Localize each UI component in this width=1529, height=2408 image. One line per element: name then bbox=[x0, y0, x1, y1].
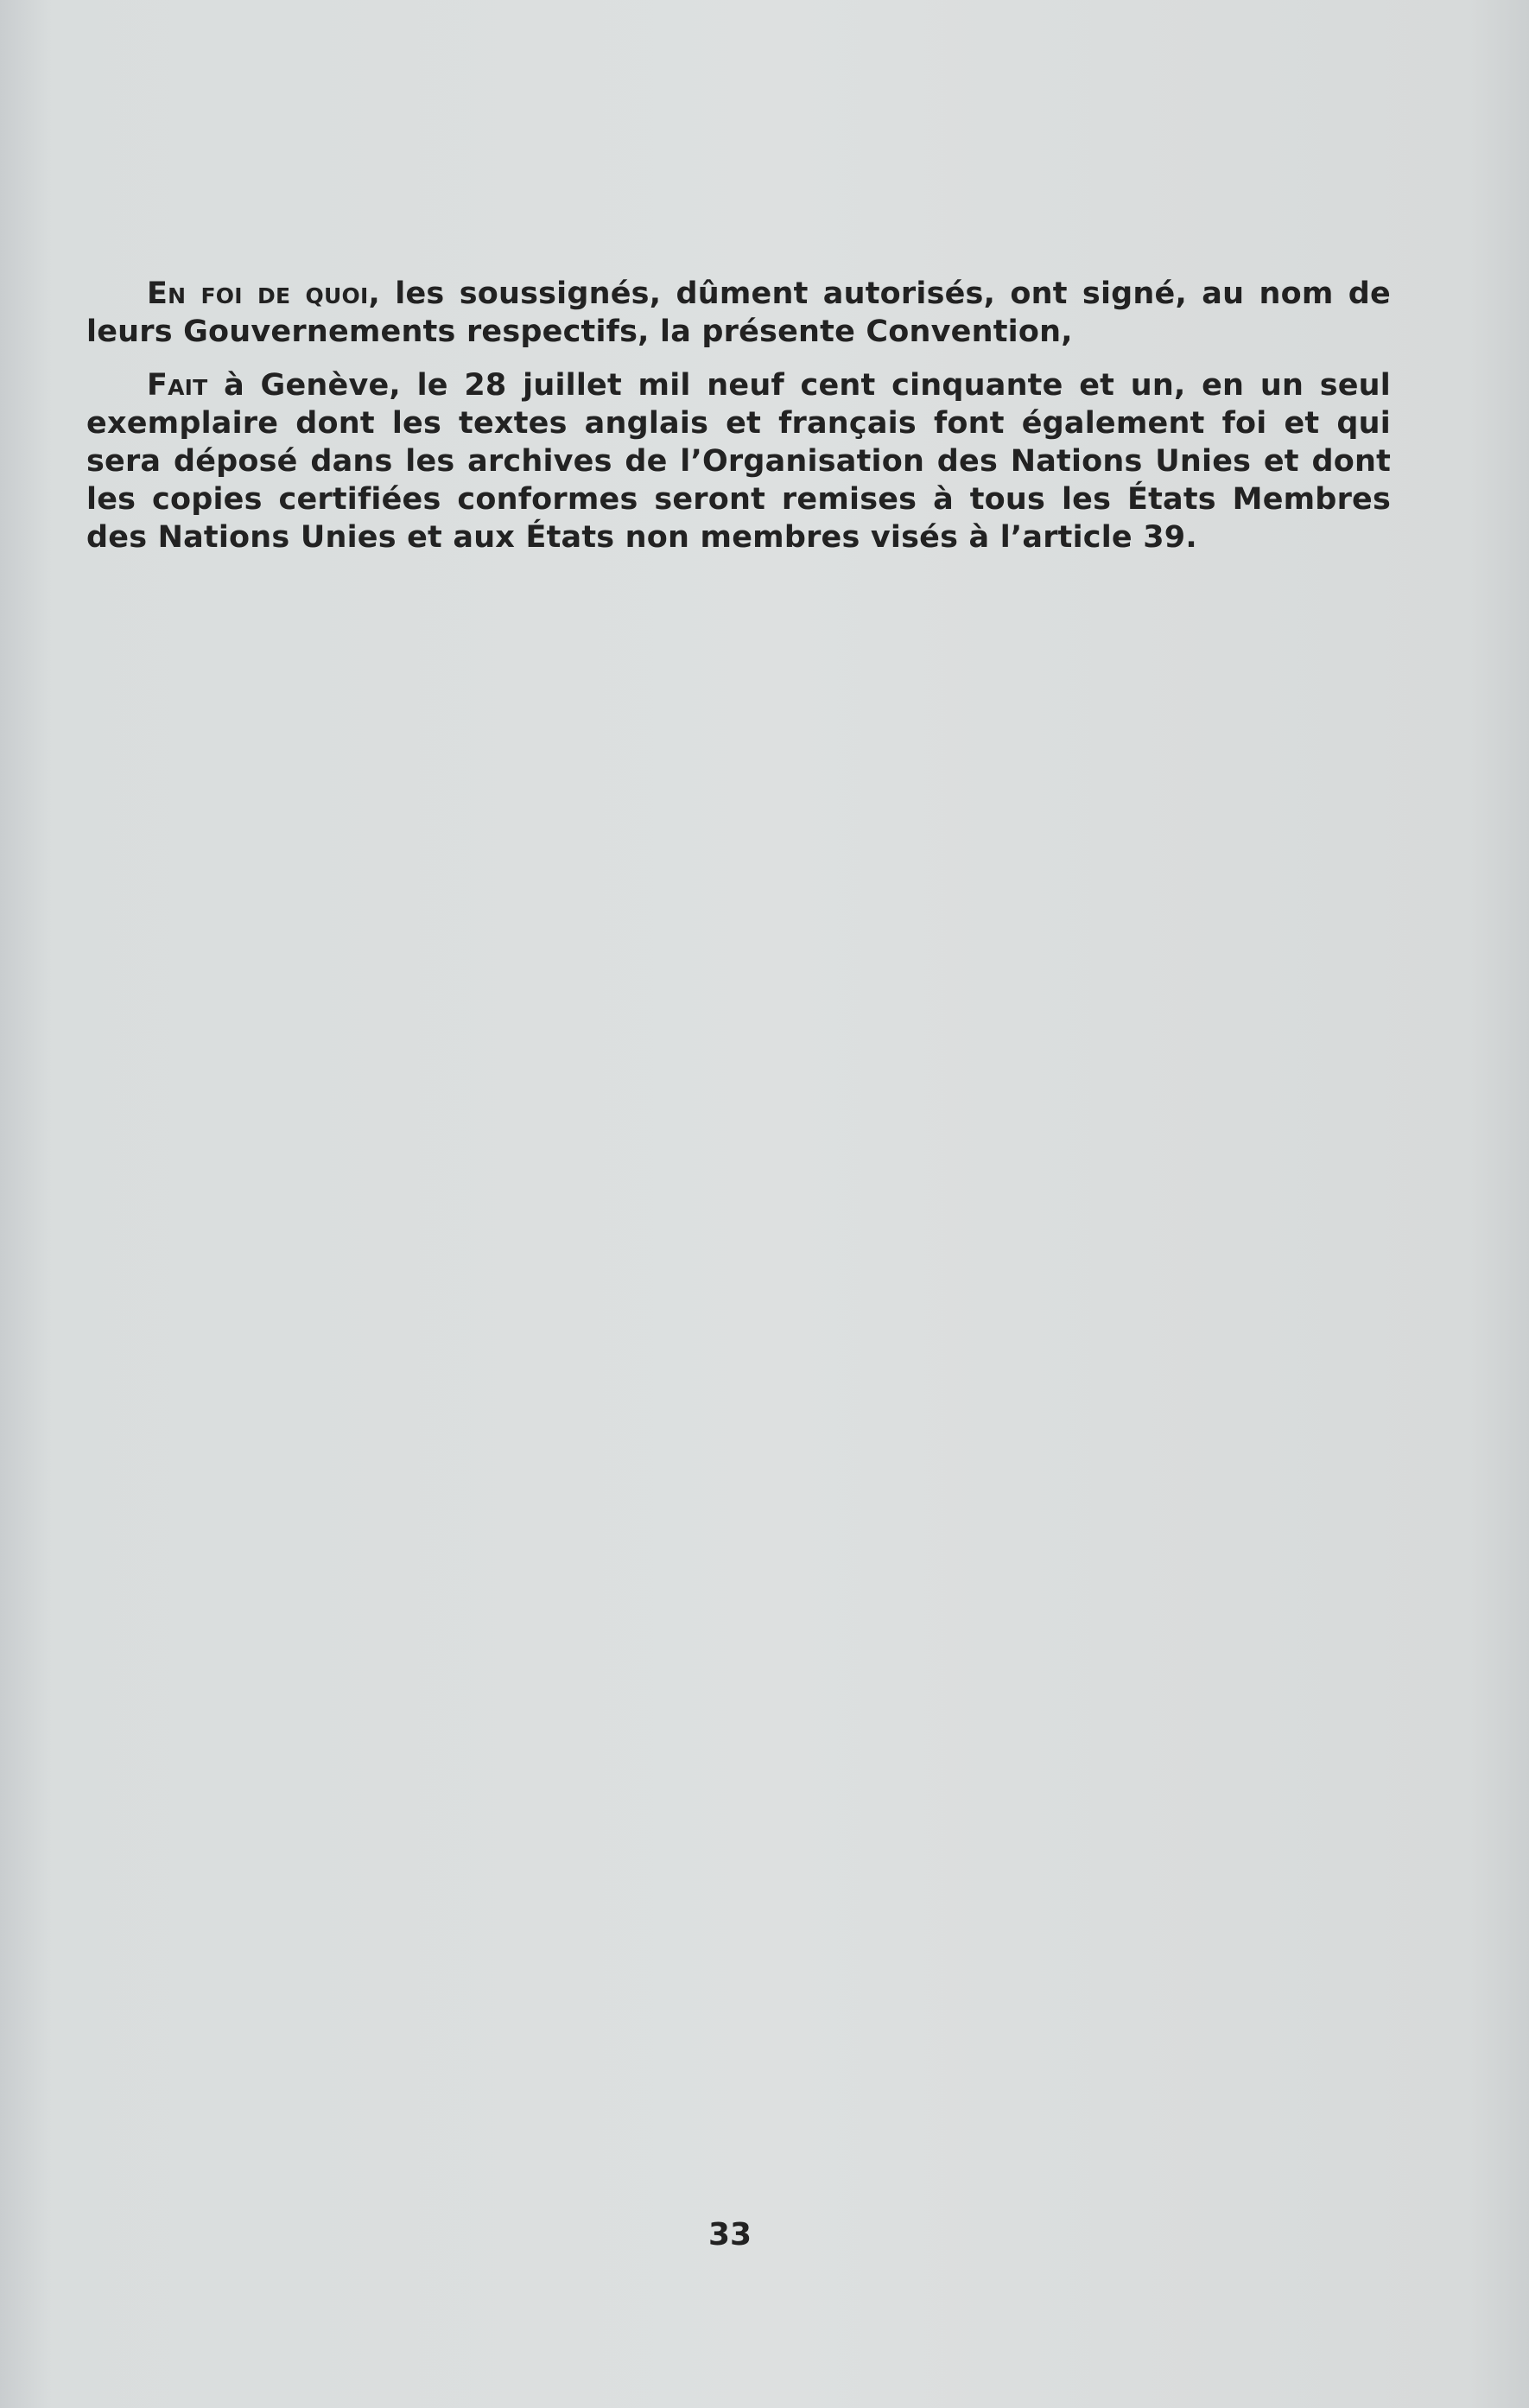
paragraph-body: les soussignés, dûment autorisés, ont signé, au nom de leurs Gouvernements respectifs, la présente Convention, bbox=[86, 276, 1391, 349]
paragraph-lead: En foi de quoi, bbox=[147, 276, 380, 311]
done-at-geneva-paragraph bbox=[86, 366, 1391, 556]
paragraph-lead: Fait bbox=[147, 368, 208, 403]
convention-closing-text bbox=[86, 275, 1391, 572]
paragraph-body: à Genève, le 28 juillet mil neuf cent cinquante et un, en un seul exemplaire dont les textes anglais et français font également foi et qui sera déposé dans les archives de l’Organisation des Nations Unies et dont les copies certifiées conformes seront remises à tous les États Membres des Nations Unies et aux États non membres visés à l’article 39. bbox=[86, 368, 1391, 555]
page-number: 33 bbox=[707, 2217, 752, 2252]
in-witness-paragraph bbox=[86, 275, 1391, 351]
